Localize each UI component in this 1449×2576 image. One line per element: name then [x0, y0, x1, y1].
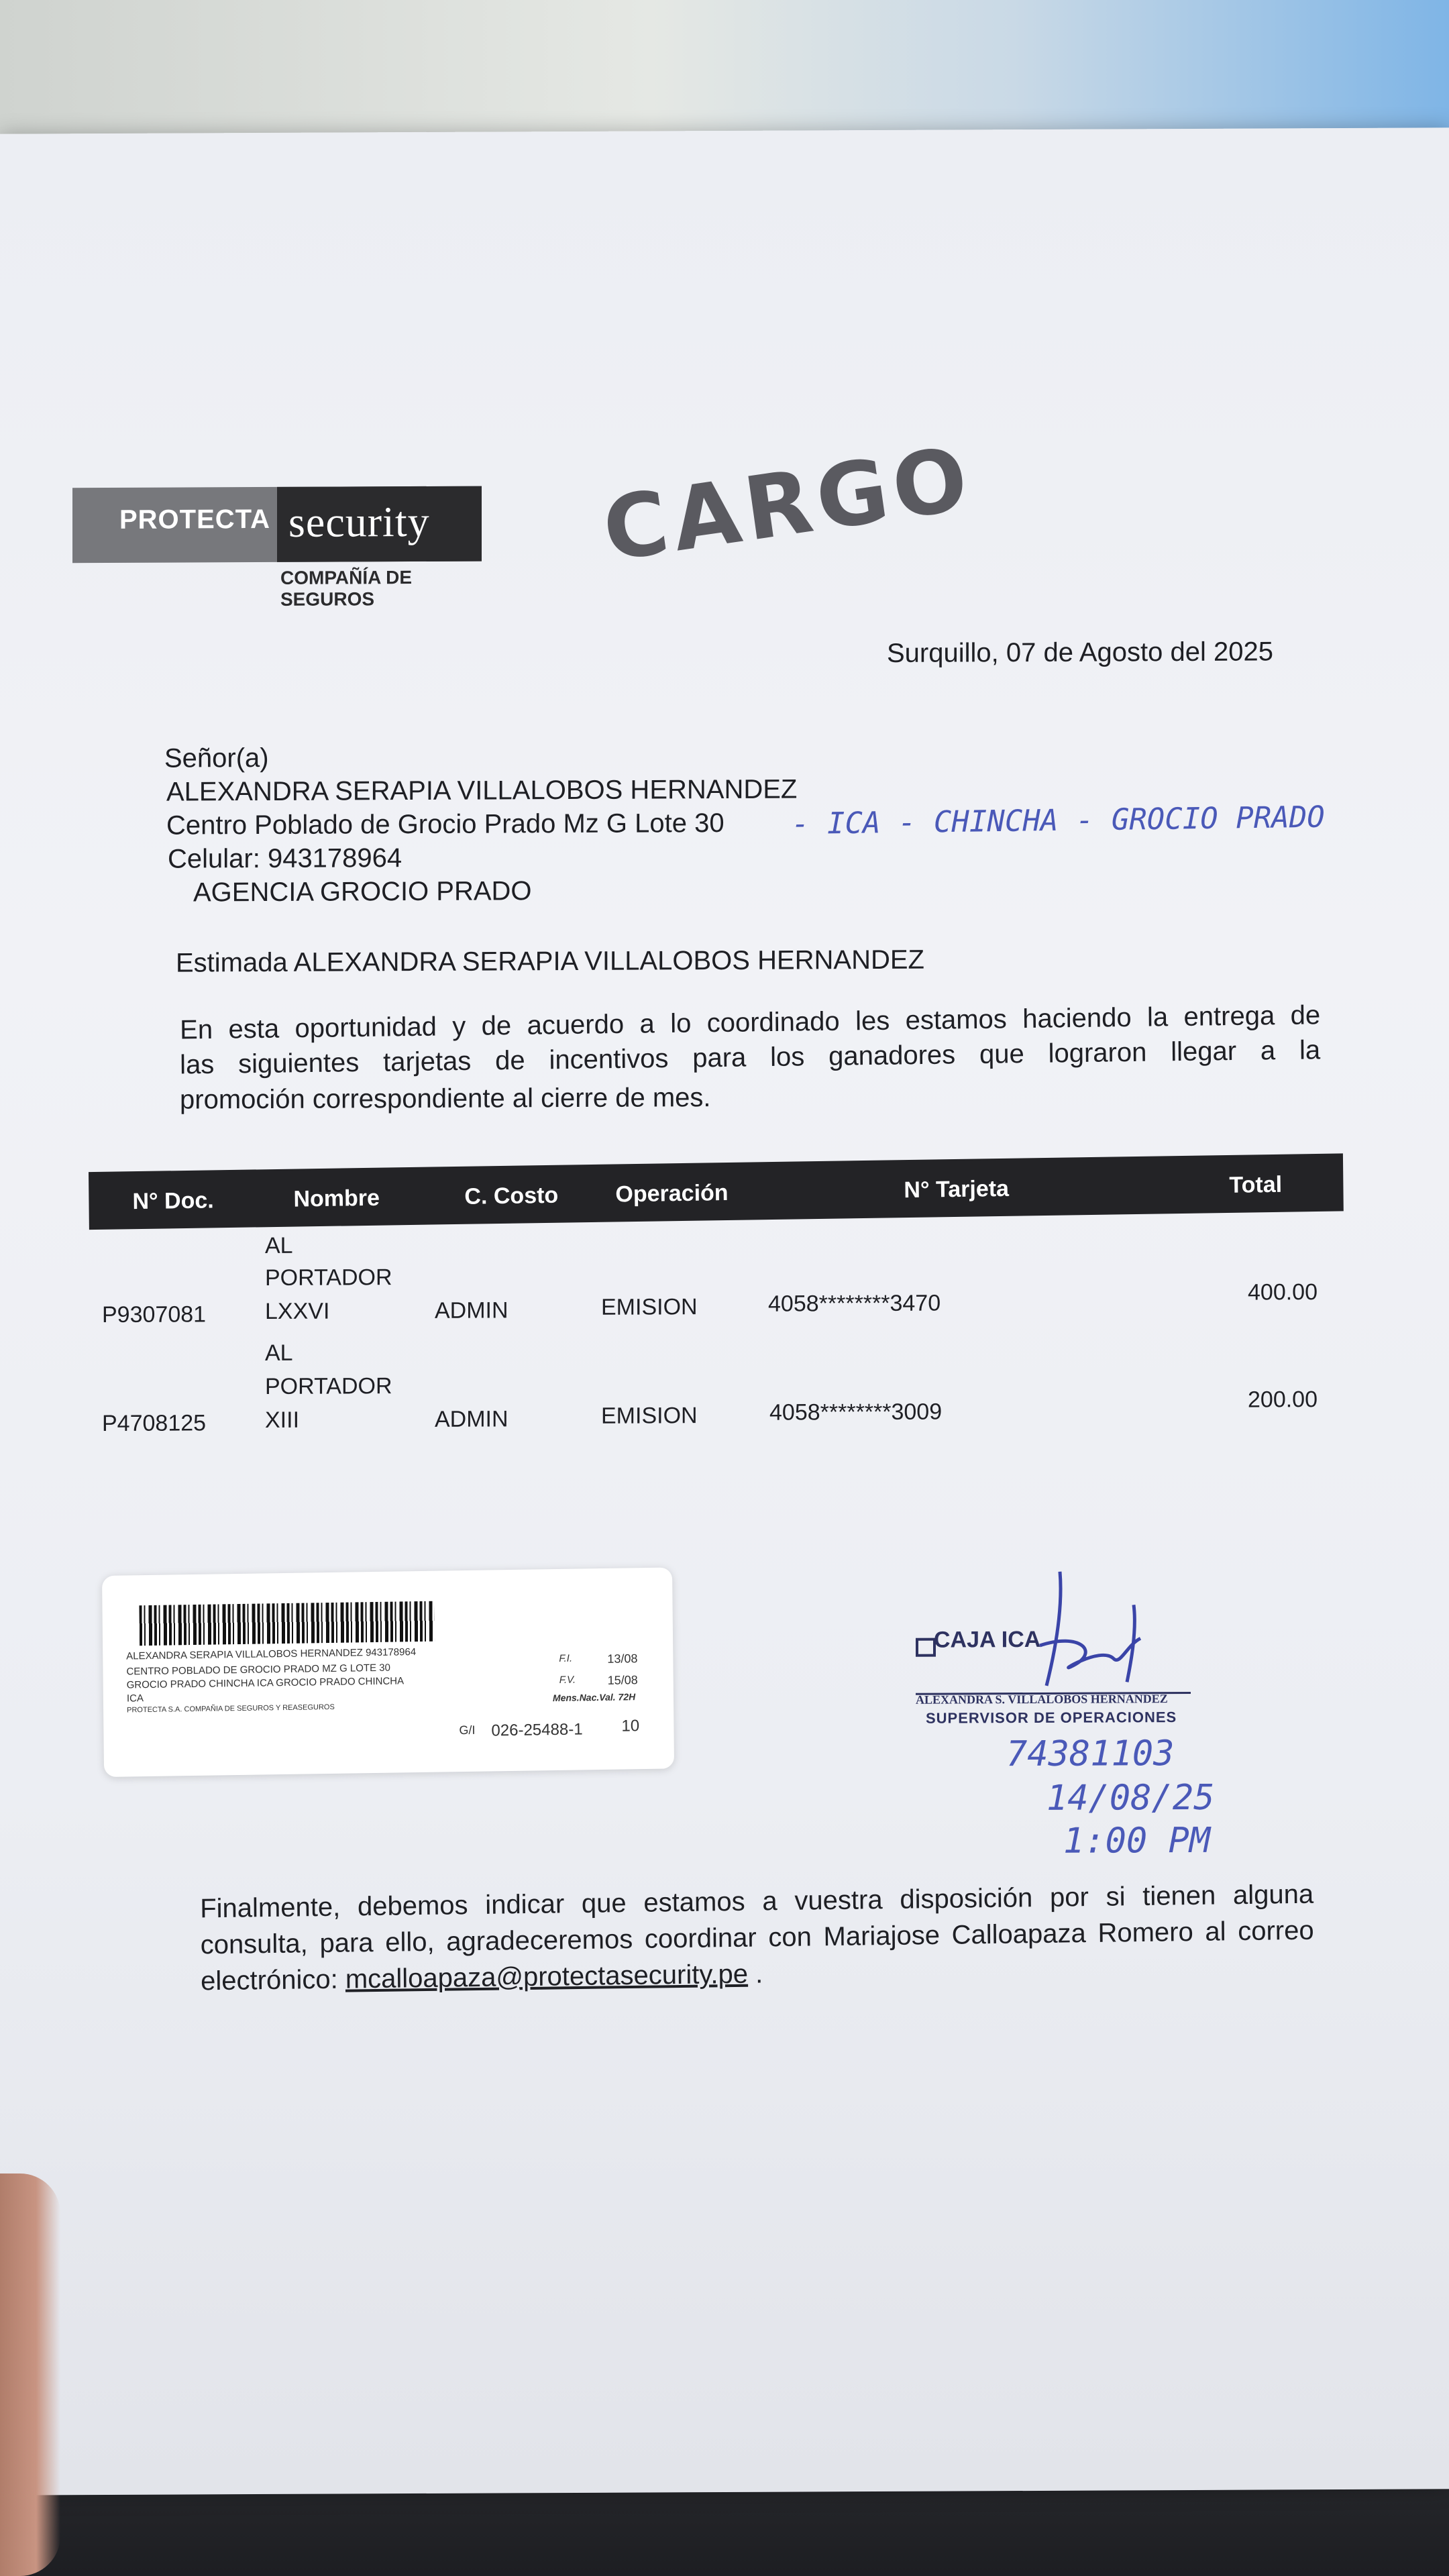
caja-icon: [916, 1638, 936, 1657]
gi-label: G/I: [459, 1723, 476, 1737]
fv-value: 15/08: [607, 1673, 638, 1687]
logo-protecta-text: PROTECTA: [119, 504, 270, 535]
recipient-phone: Celular: 943178964: [168, 843, 402, 874]
label-line-1: ALEXANDRA SERAPIA VILLALOBOS HERNANDEZ 943178964: [126, 1646, 417, 1662]
row1-total: 400.00: [1248, 1279, 1318, 1305]
signer-name: ALEXANDRA S. VILLALOBOS HERNANDEZ: [916, 1692, 1168, 1707]
th-total: Total: [1229, 1171, 1283, 1198]
company-logo: [72, 486, 482, 610]
caja-ica-stamp: CAJA ICA: [934, 1626, 1041, 1653]
signer-role: SUPERVISOR DE OPERACIONES: [926, 1709, 1177, 1727]
shipping-label: [102, 1567, 674, 1777]
row2-name-line1: AL: [265, 1340, 293, 1366]
row2-name-line2: PORTADOR: [265, 1373, 392, 1399]
body-line-2: las siguientes tarjetas de incentivos para los ganadores que lograron llegar a la: [180, 1035, 1321, 1080]
th-doc: N° Doc.: [132, 1187, 214, 1215]
row1-name-line1: AL: [265, 1232, 293, 1258]
closing-paragraph: [200, 1876, 1314, 2000]
handwritten-date: 14/08/25: [1046, 1777, 1215, 1819]
th-tarjeta: N° Tarjeta: [904, 1175, 1010, 1203]
row2-op: EMISION: [601, 1403, 698, 1429]
body-line-3: promoción correspondiente al cierre de mes.: [180, 1083, 711, 1115]
row2-total: 200.00: [1248, 1387, 1318, 1413]
row2-cost: ADMIN: [435, 1406, 508, 1432]
closing-text: Finalmente, debemos indicar que estamos a vuestra disposición por si tienen alguna consulta, para ello, agradeceremos coordinar con Mariajose Calloapaza Romero al correo electrónico:: [200, 1879, 1314, 1996]
cargo-stamp: CARGO: [597, 427, 979, 582]
row1-cost: ADMIN: [435, 1297, 508, 1324]
salutation: Señor(a): [164, 743, 269, 773]
finger-holding-page: [0, 2174, 60, 2576]
label-line-4: ICA: [126, 1693, 144, 1705]
handwritten-time: 1:00 PM: [1063, 1820, 1211, 1862]
contact-email-link[interactable]: mcalloapaza@protectasecurity.pe: [345, 1959, 749, 1994]
row1-op: EMISION: [601, 1294, 698, 1320]
fi-value: 13/08: [607, 1652, 638, 1666]
row1-name-line2: PORTADOR: [265, 1265, 392, 1291]
label-line-2: CENTRO POBLADO DE GROCIO PRADO MZ G LOTE 30: [126, 1662, 390, 1678]
row2-name-line3: XIII: [265, 1407, 300, 1433]
barcode: [139, 1601, 435, 1646]
fv-label: F.V.: [559, 1674, 576, 1686]
closing-period: .: [747, 1959, 763, 1989]
recipient-address: Centro Poblado de Grocio Prado Mz G Lote 30: [166, 808, 724, 841]
th-nombre: Nombre: [293, 1185, 380, 1212]
th-operacion: Operación: [615, 1179, 729, 1208]
logo-security-text: security: [288, 497, 430, 546]
table-header: [89, 1153, 1344, 1230]
handwritten-address: - ICA - CHINCHA - GROCIO PRADO: [791, 800, 1325, 842]
handwritten-number: 74381103: [1006, 1733, 1175, 1775]
recipient-agency: AGENCIA GROCIO PRADO: [193, 876, 532, 908]
row2-doc: P4708125: [102, 1410, 207, 1437]
label-line-5: PROTECTA S.A. COMPAÑIA DE SEGUROS Y REASEGUROS: [127, 1703, 335, 1715]
body-line-1: En esta oportunidad y de acuerdo a lo coordinado les estamos haciendo la entrega de: [180, 1000, 1321, 1045]
row1-card: 4058********3470: [768, 1290, 941, 1317]
fi-label: F.I.: [559, 1652, 573, 1664]
label-line-3: GROCIO PRADO CHINCHA ICA GROCIO PRADO CHINCHA: [126, 1675, 405, 1691]
logo-subtitle: COMPAÑÍA DE SEGUROS: [280, 567, 412, 610]
greeting: Estimada ALEXANDRA SERAPIA VILLALOBOS HERNANDEZ: [176, 945, 924, 978]
th-costo: C. Costo: [464, 1182, 559, 1210]
package-count: 10: [621, 1717, 640, 1735]
date-line: Surquillo, 07 de Agosto del 2025: [887, 637, 1273, 668]
row2-card: 4058********3009: [769, 1399, 943, 1426]
letter-page: [0, 127, 1449, 2495]
gi-value: 026-25488-1: [491, 1720, 583, 1740]
row1-name-line3: LXXVI: [265, 1298, 330, 1324]
recipient-name: ALEXANDRA SERAPIA VILLALOBOS HERNANDEZ: [166, 774, 798, 807]
mens-val: Mens.Nac.Val. 72H: [552, 1691, 636, 1704]
handwritten-signature: [1000, 1564, 1174, 1699]
row1-doc: P9307081: [102, 1301, 207, 1328]
